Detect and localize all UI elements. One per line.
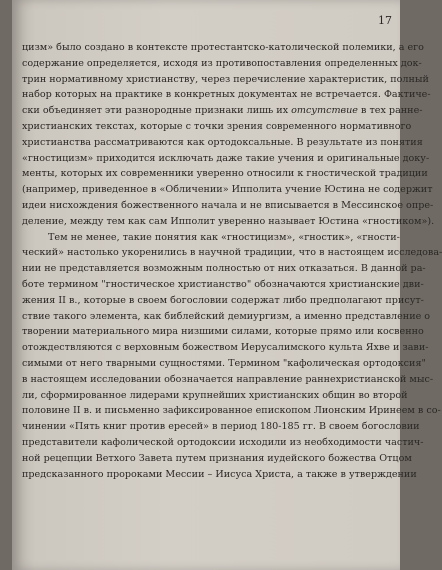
text-line: представители кафолической ортодоксии исходили из необходимости частич- — [22, 436, 424, 448]
text-line: предсказанного пророками Мессии – Иисуса Христа, а также в утверждении — [22, 468, 417, 480]
text-line: менты, которых их современники уверенно относили к гностической традиции — [22, 168, 428, 180]
text-line: цизм» было создано в контексте протестантско-католической полемики, а его — [22, 42, 424, 53]
text-line: ствие такого элемента, как библейский демиургизм, а именно представление о — [22, 310, 431, 322]
text-line: боте термином "гностическое христианство" обозначаются христианские дви- — [22, 278, 424, 290]
text-line: половине II в. и письменно зафиксированное епископом Лионским Иринеем в со- — [22, 405, 441, 417]
text-line: чинении «Пять книг против ересей» в период 180-185 гг. В своем богословии — [22, 421, 420, 433]
paragraph-2 — [22, 230, 442, 483]
text-line: деление, между тем как сам Ипполит уверенно называет Юстина «гностиком»). — [22, 215, 435, 227]
paragraph-1 — [22, 40, 435, 230]
text-line: трин нормативному христианству, через перечисление характеристик, полный — [22, 73, 429, 85]
text-line: ли, сформированное лидерами крупнейших христианских общин во второй — [22, 389, 408, 401]
text-line: творении материального мира низшими силами, которые прямо или косвенно — [22, 326, 424, 338]
text-line: ной рецепции Ветхого Завета путем признания иудейского божества Отцом — [22, 452, 412, 464]
text-line: жения II в., которые в своем богословии содержат либо предполагают присут- — [22, 294, 424, 306]
text-line: идеи нисхождения божественного начала и не вписывается в Мессинское опре- — [22, 199, 434, 211]
text-line: в настоящем исследовании обозначается направление раннехристианской мыс- — [22, 373, 434, 385]
page-number: 17 — [378, 14, 392, 27]
text-line: христианства рассматриваются как ортодоксальные. В результате из понятия — [22, 136, 423, 148]
text-line: набор которых на практике в конкретных документах не встречается. Фактиче- — [22, 89, 431, 101]
text-line: (например, приведенное в «Обличении» Ипполита учение Юстина не содержит — [22, 184, 433, 196]
book-page — [12, 0, 442, 570]
body-text — [22, 40, 442, 482]
text-line: ски объединяет эти разнородные признаки лишь их отсутствие в тех ранне- — [22, 105, 423, 117]
text-line: христианских текстах, которые с точки зрения современного нормативного — [22, 120, 412, 132]
text-line: ческий» настолько укоренились в научной традиции, что в настоящем исследова- — [22, 247, 442, 259]
emphasized-word: отсутствие — [291, 105, 358, 117]
text-line: отождествляются с верховным божеством Иерусалимского культа Яхве и зави- — [22, 342, 429, 354]
text-line: нии не представляется возможным полностью от них отказаться. В данной ра- — [22, 263, 426, 275]
text-line: Тем не менее, такие понятия как «гностицизм», «гностик», «гности- — [48, 231, 400, 243]
text-line: симыми от него тварными сущностями. Термином "кафолическая ортодоксия" — [22, 357, 426, 369]
text-line: содержание определяется, исходя из противопоставления определенных док- — [22, 57, 422, 69]
text-line: «гностицизм» приходится исключать даже такие учения и оригинальные доку- — [22, 152, 430, 164]
